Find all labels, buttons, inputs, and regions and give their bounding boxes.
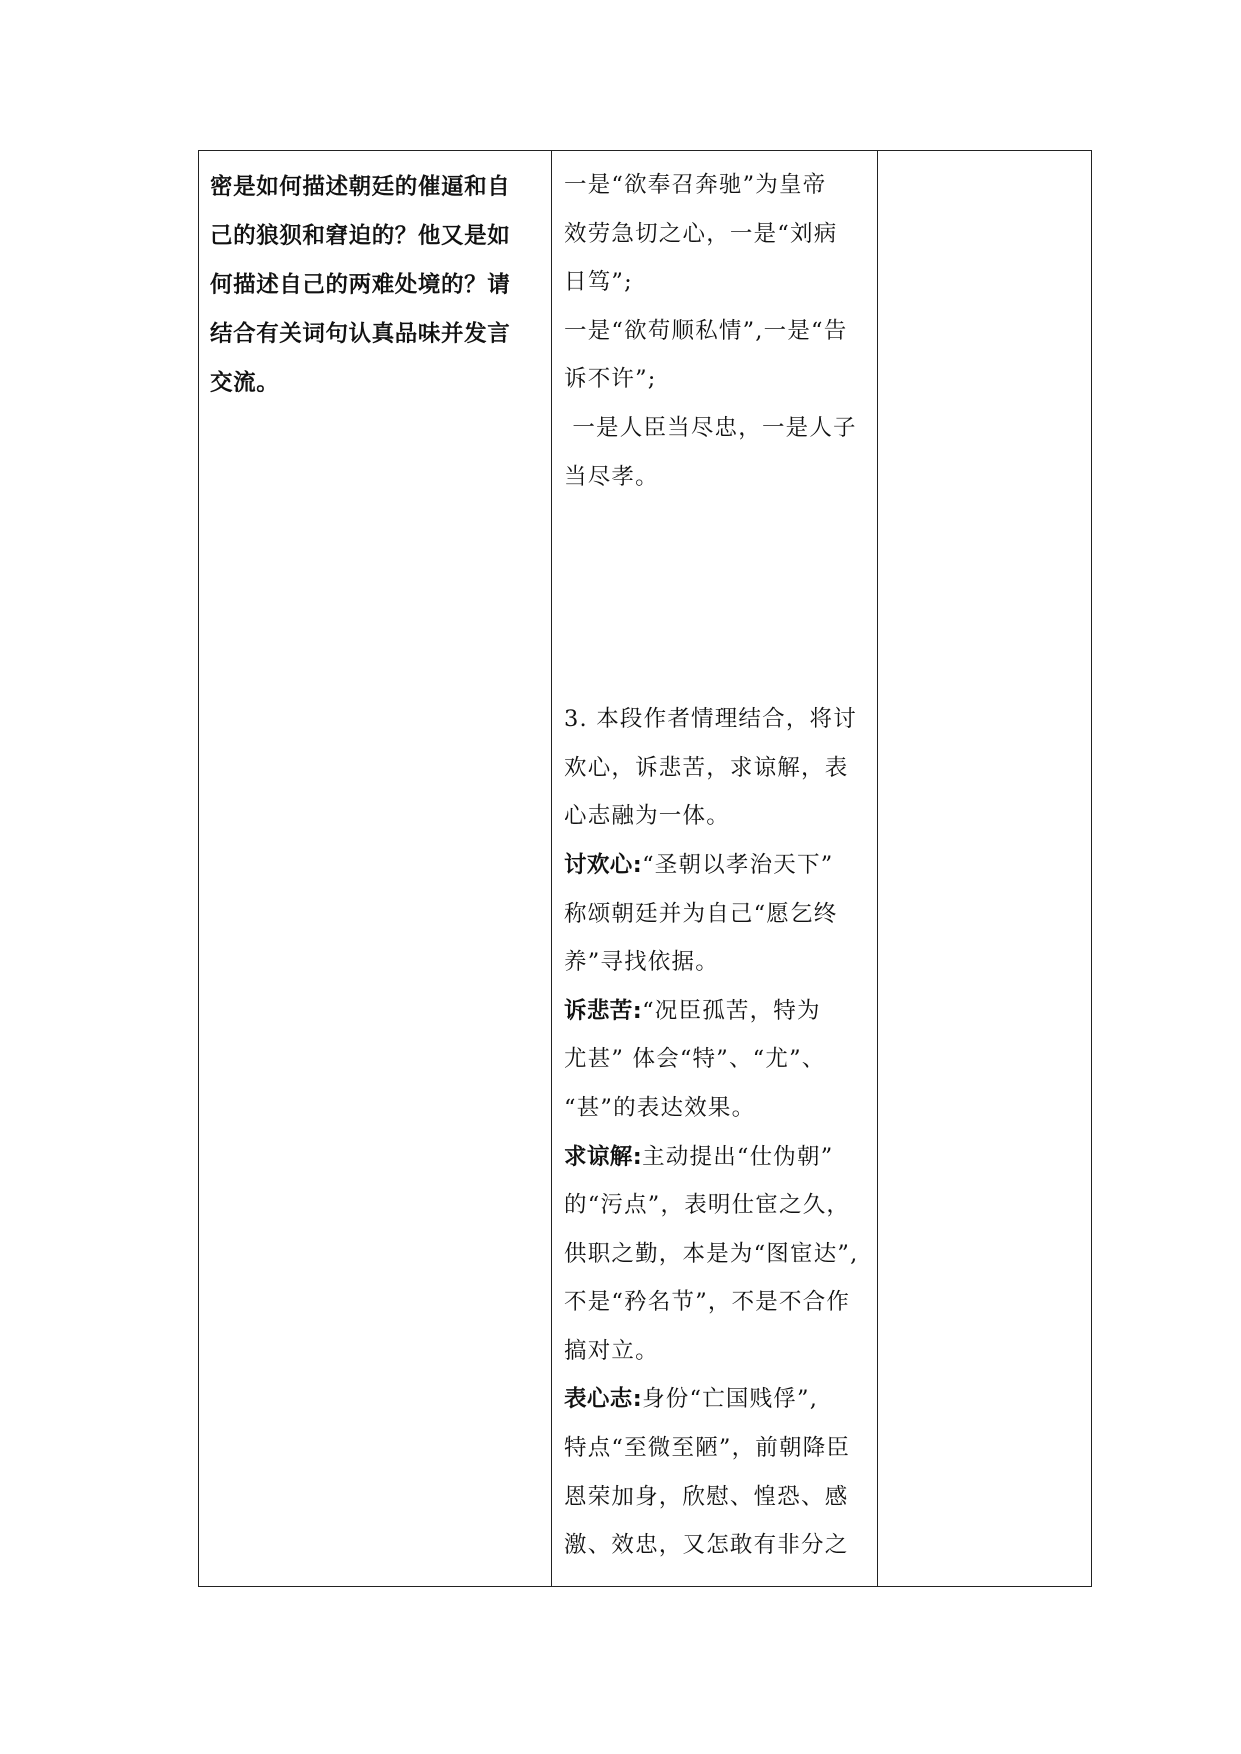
question-line: 何描述自己的两难处境的？请 <box>210 272 511 298</box>
answer-cell <box>552 151 878 1586</box>
answer-line: 欢心，诉悲苦，求谅解，表 <box>564 754 849 781</box>
question-line: 己的狼狈和窘迫的？他又是如 <box>210 223 511 249</box>
subeiku-text: “况臣孤苦，特为 <box>642 997 821 1024</box>
question-line: 结合有关词句认真品味并发言 <box>210 321 511 347</box>
blank-space <box>564 501 869 695</box>
answer-line: 称颂朝廷并为自己“愿乞终 <box>564 900 838 927</box>
question-line: 密是如何描述朝廷的催逼和自 <box>210 174 511 200</box>
taohuanxin-term: 讨欢心: <box>564 851 643 878</box>
qiuliangjie-text: 主动提出“仕伪朝” <box>642 1143 834 1170</box>
answer-line: 一是“欲奉召奔驰”为皇帝 <box>564 172 827 198</box>
answer-line: 养”寻找依据。 <box>564 949 719 976</box>
taohuanxin-line <box>564 841 869 890</box>
biaoxinzhi-text: 身份“亡国贱俘”, <box>642 1386 819 1413</box>
answer-line: 搞对立。 <box>564 1337 659 1364</box>
answer-line: 供职之勤，本是为“图宦达”, <box>564 1240 859 1267</box>
answer-line: 日笃”; <box>564 269 633 296</box>
answer-line: 恩荣加身，欣慰、惶恐、感 <box>564 1483 849 1510</box>
answer-line: 效劳急切之心，一是“刘病 <box>564 220 838 247</box>
question-cell <box>199 151 552 1586</box>
qiuliangjie-line <box>564 1133 869 1182</box>
qiuliangjie-term: 求谅解: <box>564 1143 643 1170</box>
answer-line: 特点“至微至陋”，前朝降臣 <box>564 1435 851 1462</box>
question-line: 交流。 <box>210 370 280 396</box>
biaoxinzhi-line <box>564 1375 869 1424</box>
answer-line: 一是人臣当尽忠，一是人子 <box>564 414 857 441</box>
biaoxinzhi-term: 表心志: <box>564 1386 643 1413</box>
answer-line: 的“污点”，表明仕宦之久， <box>564 1192 851 1219</box>
answer-line: “甚”的表达效果。 <box>564 1094 756 1121</box>
taohuanxin-text: “圣朝以孝治天下” <box>642 851 834 878</box>
answer-line: 诉不许”; <box>564 366 657 393</box>
answer-line: 激、效忠，又怎敢有非分之 <box>564 1532 849 1559</box>
notes-cell <box>878 151 1091 1586</box>
lesson-table <box>198 150 1092 1587</box>
answer-line: 尤甚” 体会“特”、“尤”、 <box>564 1046 826 1073</box>
answer-line: 心志融为一体。 <box>564 803 730 830</box>
answer-line: 不是“矜名节”，不是不合作 <box>564 1289 851 1316</box>
subeiku-line <box>564 987 869 1036</box>
answer-line: 3. 本段作者情理结合，将讨 <box>564 706 857 733</box>
answer-line: 当尽孝。 <box>564 463 659 490</box>
answer-line: 一是“欲苟顺私情”,一是“告 <box>564 317 848 344</box>
subeiku-term: 诉悲苦: <box>564 997 643 1024</box>
